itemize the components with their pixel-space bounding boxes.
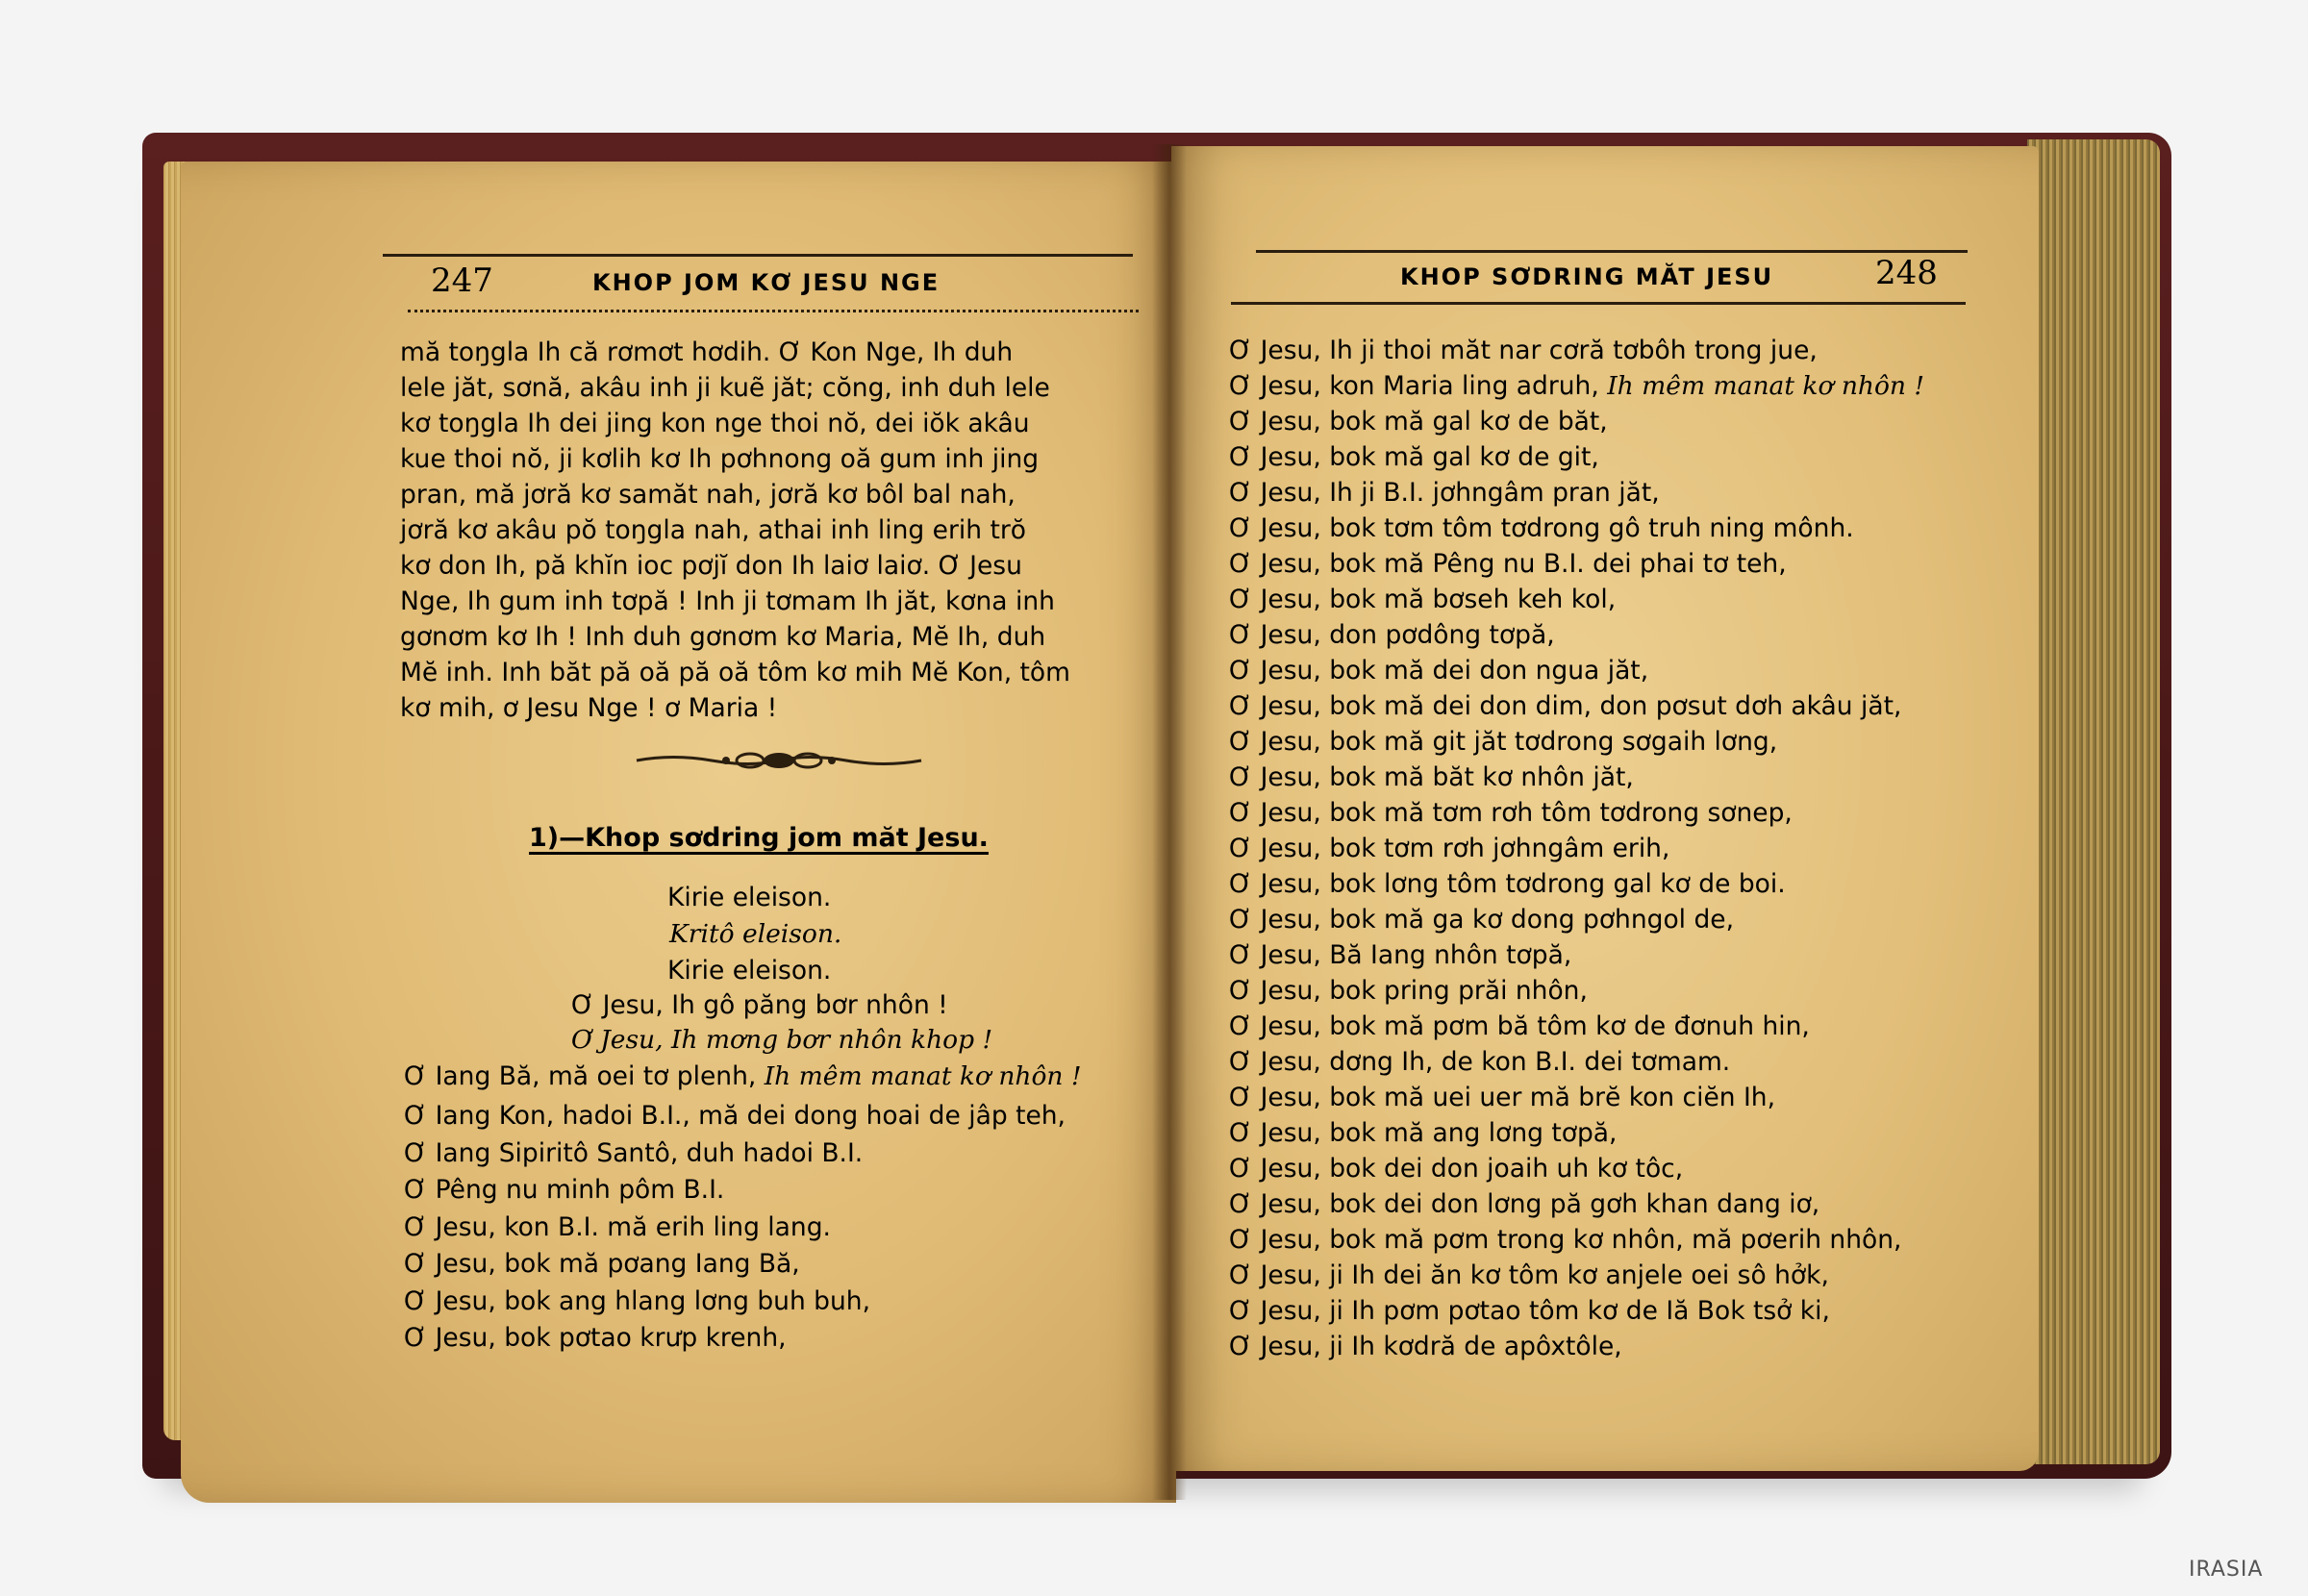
paragraph-line: mă toŋgla Ih că rơmơt hơdih. Ơ Kon Nge, Ih duh xyxy=(400,337,1014,367)
paragraph-line: Mĕ inh. Inh băt pă oă pă oă tôm kơ mih Mĕ Kon, tôm xyxy=(400,658,1070,687)
right-top-rule xyxy=(1256,250,1968,253)
litany-line: Ơ Jesu, don pơdông tơpă, xyxy=(1229,620,1555,650)
paragraph-line: kue thoi nŏ, ji kơlih kơ Ih pơhnong oă gum inh jing xyxy=(400,444,1040,474)
page-edges-right xyxy=(2027,139,2160,1464)
litany-line: Ơ Jesu, ji Ih pơm pơtao tôm kơ de Iă Bok tsở ki, xyxy=(1229,1296,1830,1326)
litany-line: Ơ Jesu, bok mă ga kơ dong pơhngol de, xyxy=(1229,905,1735,935)
litany-line: Ơ Jesu, bok mă pơang Iang Bă, xyxy=(404,1249,800,1279)
right-page-number: 248 xyxy=(1875,254,1938,292)
invocation-response: Ih mêm manat kơ nhôn ! xyxy=(764,1061,1082,1091)
litany-line: Ơ Jesu, bok tơm rơh jơhngâm erih, xyxy=(1229,834,1670,863)
litany-line: Ơ Jesu, bok mă bơseh keh kol, xyxy=(1229,585,1617,614)
litany-line: Ơ Jesu, bok dei don lơng pă gơh khan dang iơ, xyxy=(1229,1189,1820,1219)
litany-line: Ơ Jesu, bok dei don joaih uh kơ tôc, xyxy=(1229,1154,1684,1184)
left-page-header: KHOP JOM KƠ JESU NGE xyxy=(592,269,941,296)
paragraph-line: kơ mih, ơ Jesu Nge ! ơ Maria ! xyxy=(400,693,778,723)
left-litany xyxy=(404,1098,1066,1358)
litany-line: Ơ Jesu, bok mă git jăt tơdrong sơgaih lơng, xyxy=(1229,727,1778,757)
paragraph-line: kơ toŋgla Ih dei jing kon nge thoi nŏ, dei iŏk akâu xyxy=(400,409,1030,438)
litany-line xyxy=(1229,368,1924,404)
litany-line: Ơ Jesu, bok mă dei don dim, don pơsut dơh akâu jăt, xyxy=(1229,691,1902,721)
litany-response: Ih mêm manat kơ nhôn ! xyxy=(1607,371,1925,401)
watermark-text: IRASIA xyxy=(2189,1558,2264,1582)
litany-line: Ơ Jesu, bok pring prăi nhôn, xyxy=(1229,976,1588,1006)
litany-line: Ơ Jesu, bok mă ang lơng tơpă, xyxy=(1229,1118,1618,1148)
litany-line: Ơ Jesu, bok pơtao krưp krenh, xyxy=(404,1323,787,1353)
litany-line: Ơ Jesu, bok mă pơm trong kơ nhôn, mă pơerih nhôn, xyxy=(1229,1225,1902,1255)
right-litany xyxy=(1229,333,1924,1364)
litany-line: Ơ Jesu, bok ang hlang lơng buh buh, xyxy=(404,1285,870,1316)
left-top-rule xyxy=(383,254,1133,257)
litany-line: Ơ Jesu, dơng Ih, de kon B.I. dei tơmam. xyxy=(1229,1047,1731,1077)
litany-line: Ơ Jesu, bok mă pơm bă tôm kơ de đơnuh hin, xyxy=(1229,1011,1810,1041)
litany-line: Ơ Jesu, bok mă Pêng nu B.I. dei phai tơ teh, xyxy=(1229,549,1787,579)
kyrie-line: Kirie eleison. xyxy=(667,883,832,912)
litany-text: Ơ Jesu, kon Maria ling adruh, xyxy=(1229,371,1608,401)
kyrie-line: Kritô eleison. xyxy=(669,919,842,949)
response-line: Ơ Jesu, Ih gô păng bơr nhôn ! xyxy=(571,990,948,1020)
litany-line: Ơ Pêng nu minh pôm B.I. xyxy=(404,1175,725,1205)
litany-line: Ơ Jesu, bok mă tơm rơh tôm tơdrong sơnep, xyxy=(1229,798,1793,828)
litany-line: Ơ Jesu, ji Ih kơdră de apôxtôle, xyxy=(1229,1332,1622,1361)
invocation-line xyxy=(404,1061,1082,1091)
left-paragraph xyxy=(400,335,1141,726)
litany-line: Ơ Jesu, bok mă dei don ngua jăt, xyxy=(1229,656,1649,686)
litany-line: Ơ Jesu, bok mă gal kơ de băt, xyxy=(1229,407,1608,436)
litany-line: Ơ Jesu, bok tơm tôm tơdrong gô truh ning mônh. xyxy=(1229,513,1854,543)
response-line: Ơ Jesu, Ih mơng bơr nhôn khop ! xyxy=(571,1025,993,1055)
litany-line: Ơ Jesu, Ih ji B.I. jơhngâm pran jăt, xyxy=(1229,478,1660,508)
kyrie-line: Kirie eleison. xyxy=(667,956,832,985)
litany-line: Ơ Jesu, kon B.I. mă erih ling lang. xyxy=(404,1211,831,1242)
litany-line: Ơ Jesu, bok lơng tôm tơdrong gal kơ de boi. xyxy=(1229,869,1786,899)
litany-line: Ơ Jesu, ji Ih dei ăn kơ tôm kơ anjele oei sô hởk, xyxy=(1229,1260,1829,1290)
left-header-rule xyxy=(408,310,1139,312)
left-page-number: 247 xyxy=(431,262,493,300)
litany-line: Ơ Jesu, Ih ji thoi măt nar cơră tơbôh trong jue, xyxy=(1229,336,1818,365)
litany-line: Ơ Iang Sipiritô Santô, duh hadoi B.I. xyxy=(404,1137,864,1168)
paragraph-line: jơră kơ akâu pŏ toŋgla nah, athai inh ling erih trŏ xyxy=(400,515,1026,545)
litany-line: Ơ Jesu, Bă Iang nhôn tơpă, xyxy=(1229,940,1572,970)
litany-line: Ơ Jesu, bok mă băt kơ nhôn jăt, xyxy=(1229,762,1634,792)
litany-line: Ơ Jesu, bok mă gal kơ de git, xyxy=(1229,442,1599,472)
paragraph-line: Nge, Ih gum inh tơpă ! Inh ji tơmam Ih jăt, kơna inh xyxy=(400,586,1055,616)
paragraph-line: kơ don Ih, pă khĭn ioc pơjĭ don Ih laiơ laiơ. Ơ Jesu xyxy=(400,551,1022,581)
flourish-ornament xyxy=(635,746,923,775)
litany-line: Ơ Iang Kon, hadoi B.I., mă dei dong hoai de jâp teh, xyxy=(404,1101,1066,1131)
invocation-text: Ơ Iang Bă, mă oei tơ plenh, xyxy=(404,1061,765,1091)
right-header-rule xyxy=(1231,302,1966,305)
paragraph-line: gơnơm kơ Ih ! Inh duh gơnơm kơ Maria, Mĕ Ih, duh xyxy=(400,622,1046,652)
section-title: 1)—Khop sơdring jom măt Jesu. xyxy=(529,823,989,853)
paragraph-line: lele jăt, sơnă, akâu inh ji kuẽ jăt; cŏng, inh duh lele xyxy=(400,373,1050,403)
paragraph-line: pran, mă jơră kơ samăt nah, jơră kơ bôl bal nah, xyxy=(400,480,1016,510)
right-page-header: KHOP SƠDRING MĂT JESU xyxy=(1400,263,1774,290)
book-gutter xyxy=(1152,144,1187,1500)
litany-line: Ơ Jesu, bok mă uei uer mă brĕ kon ciĕn Ih, xyxy=(1229,1083,1776,1112)
